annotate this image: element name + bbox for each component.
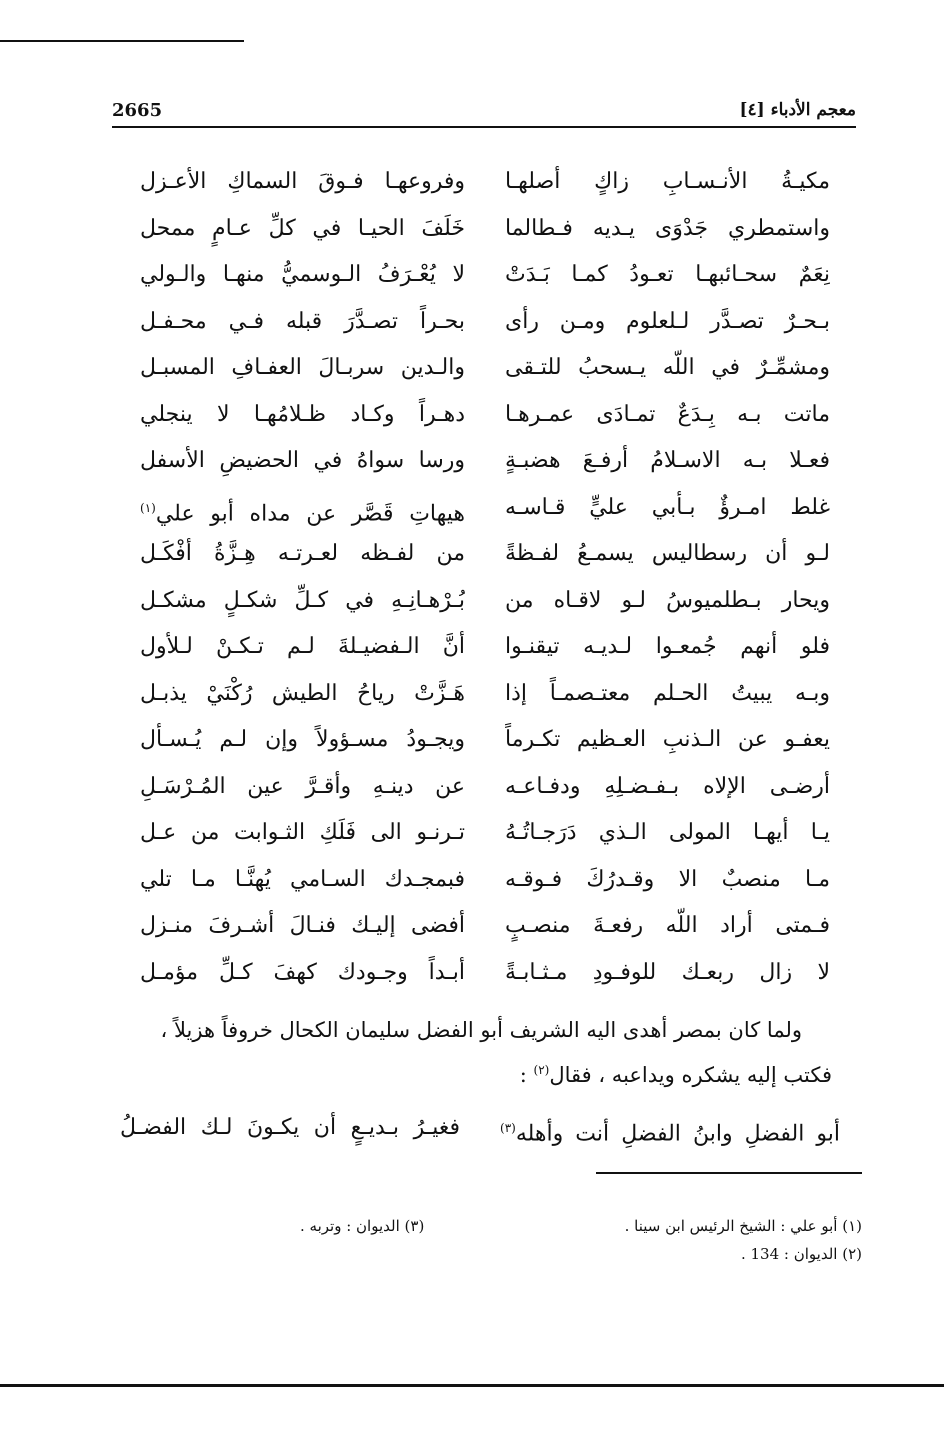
footnote-2: (٢) الديوان : 134 . <box>740 1245 862 1263</box>
second-hemistich: أبـداً وجـودك كهفَ كـلِّ مؤمـل <box>140 959 465 985</box>
second-hemistich: هَـزَّتْ رياحُ الطيش رُكْنَيْ يذبـل <box>140 680 465 706</box>
first-hemistich: واستمطري جَدْوَى يـديه فـطالما <box>505 215 830 241</box>
footnote-3: (٣) الديوان : وتربه . <box>300 1217 425 1235</box>
book-title: معجم الأدباء [٤] <box>739 100 856 120</box>
verse <box>140 767 830 814</box>
prose-line-1: ولما كان بمصر أهدى اليه الشريف أبو الفضل سليمان الكحال خروفاً هزيلاً ، <box>160 1018 802 1042</box>
footnote-marker: (٣) <box>500 1121 516 1135</box>
prose-paragraph <box>112 1010 832 1095</box>
page-header <box>112 100 856 136</box>
first-hemistich: فلو أنهم جُمعـوا لـديـه تيقنـوا <box>505 634 830 659</box>
footnote-marker: (٢) <box>533 1063 550 1077</box>
verse <box>140 953 830 1000</box>
poem <box>140 162 830 999</box>
second-hemistich: دهـراً وكـاد ظـلامُهـا لا ينجلي <box>140 401 465 427</box>
verse <box>140 302 830 349</box>
bottom-page-edge <box>0 1384 944 1387</box>
prose-colon: : <box>519 1063 534 1087</box>
second-hemistich: والـدين سربـالَ العفـافِ المسبـل <box>140 355 465 380</box>
verse <box>140 813 830 860</box>
first-hemistich: فعـلا بـه الاسـلامُ أرفـعَ هضبـةٍ <box>505 448 830 473</box>
second-hemistich: تـرنـو الى فَلَكِ الثـوابت من عـل <box>140 820 465 845</box>
first-hemistich: يعفـو عن الـذنبِ العـظيم تكـرماً <box>505 727 830 752</box>
verse <box>140 860 830 907</box>
second-hemistich: لا يُعْـرَفُ الـوسميُّ منهـا والـولي <box>140 262 465 287</box>
footnote-marker: (١) <box>140 500 156 515</box>
verse <box>140 162 830 209</box>
hemistich-text: أبو الفضلِ وابنُ الفضلِ أنت وأهله <box>515 1121 840 1147</box>
second-hemistich: بُـرْهـانِـهِ في كـلِّ شكـلٍ مشكـل <box>140 587 465 613</box>
verse <box>140 488 830 535</box>
header-rule <box>112 126 856 128</box>
second-hemistich: من لفـظه لعـرتـه هِـزَّةُ أفْكَـل <box>140 541 465 566</box>
hemistich-text: هيهاتِ قَصَّر عن مداه أبو علي <box>155 500 465 526</box>
first-hemistich: يـا أيهـا المولى الـذي دَرَجـاتُـهُ <box>505 820 830 845</box>
first-hemistich: ماتت بـه بِـدَعٌ تمـادَى عمـرهـا <box>505 401 830 427</box>
second-hemistich: عن دينـهِ وأقـرَّ عين المُـرْسَـلِ <box>140 773 465 799</box>
verse <box>140 395 830 442</box>
verse <box>140 209 830 256</box>
verse <box>140 581 830 628</box>
first-hemistich: نِعَمٌ سحـائبهـا تعـودُ كمـا بَـدَتْ <box>505 262 830 287</box>
second-hemistich: بحـراً تصـدَّرَ قبله فـي محـفـل <box>140 308 465 334</box>
first-hemistich <box>500 1108 840 1154</box>
first-hemistich: بـحـرٌ تصـدَّر لـلعلوم ومـن رأى <box>505 308 830 334</box>
final-verse <box>120 1108 840 1152</box>
first-hemistich: فـمتى أراد اللّه رفعـةَ منصـبٍ <box>505 913 830 938</box>
page-number: 2665 <box>112 100 163 121</box>
second-hemistich: خَلَفَ الحيـا في كلِّ عـامٍ ممحل <box>140 215 465 241</box>
second-hemistich: ويجـودُ مسـؤولاً وإن لـم يُـسـأل <box>140 727 465 752</box>
verse <box>140 441 830 488</box>
second-hemistich: أنَّ الـفضيـلةَ لـم تـكـنْ لـلأول <box>140 634 465 659</box>
verse <box>140 627 830 674</box>
second-hemistich <box>140 488 465 534</box>
second-hemistich: أفضى إليـك فنـالَ أشـرفَ منـزل <box>140 913 465 938</box>
verse <box>140 255 830 302</box>
first-hemistich: ومشمِّـرٌ في اللّه يـسحبُ للتـقى <box>505 355 830 380</box>
second-hemistich: فبمجـدك السـامي يُهنَّـا مـا تلي <box>140 866 465 892</box>
first-hemistich: غلط امـرؤٌ بـأبي عليٍّ قـاسـه <box>505 494 830 520</box>
first-hemistich: أرضـى الإلاه بـفـضـلِهِ ودفـاعـه <box>505 773 830 799</box>
prose-line-2 <box>112 1050 832 1095</box>
first-hemistich: وبـه يبيتُ الحـلم معتـصمـاً إذا <box>505 680 830 706</box>
first-hemistich: مـا منصبٌ الا وقـدرُكَ فـوقـه <box>505 866 830 892</box>
first-hemistich: لا زال ربعـك للوفـودِ مـثـابـةً <box>505 959 830 985</box>
second-hemistich: وفروعهـا فـوقَ السماكِ الأعـزل <box>140 169 465 194</box>
second-hemistich: فغيـرُ بـديـعٍ أن يكـونَ لـك الفضـلُ <box>120 1115 460 1140</box>
verse <box>140 906 830 953</box>
footnote-1: (١) أبو علي : الشيخ الرئيس ابن سينا . <box>624 1217 862 1235</box>
first-hemistich: لـو أن رسطاليس يسمـعُ لفـظةً <box>505 541 830 566</box>
verse <box>140 720 830 767</box>
prose-text: فكتب إليه يشكره ويداعبه ، فقال <box>549 1063 832 1087</box>
verse <box>140 674 830 721</box>
verse <box>140 348 830 395</box>
verse <box>140 534 830 581</box>
first-hemistich: مكيـةُ الأنـسـابِ زاكٍ أصلهـا <box>505 169 830 194</box>
top-corner-rule <box>0 40 244 42</box>
footnote-rule <box>596 1172 862 1174</box>
second-hemistich: ورسا سواهُ في الحضيضِ الأسفل <box>140 448 465 473</box>
first-hemistich: ويحار بـطلميوسُ لـو لاقـاه من <box>505 587 830 613</box>
